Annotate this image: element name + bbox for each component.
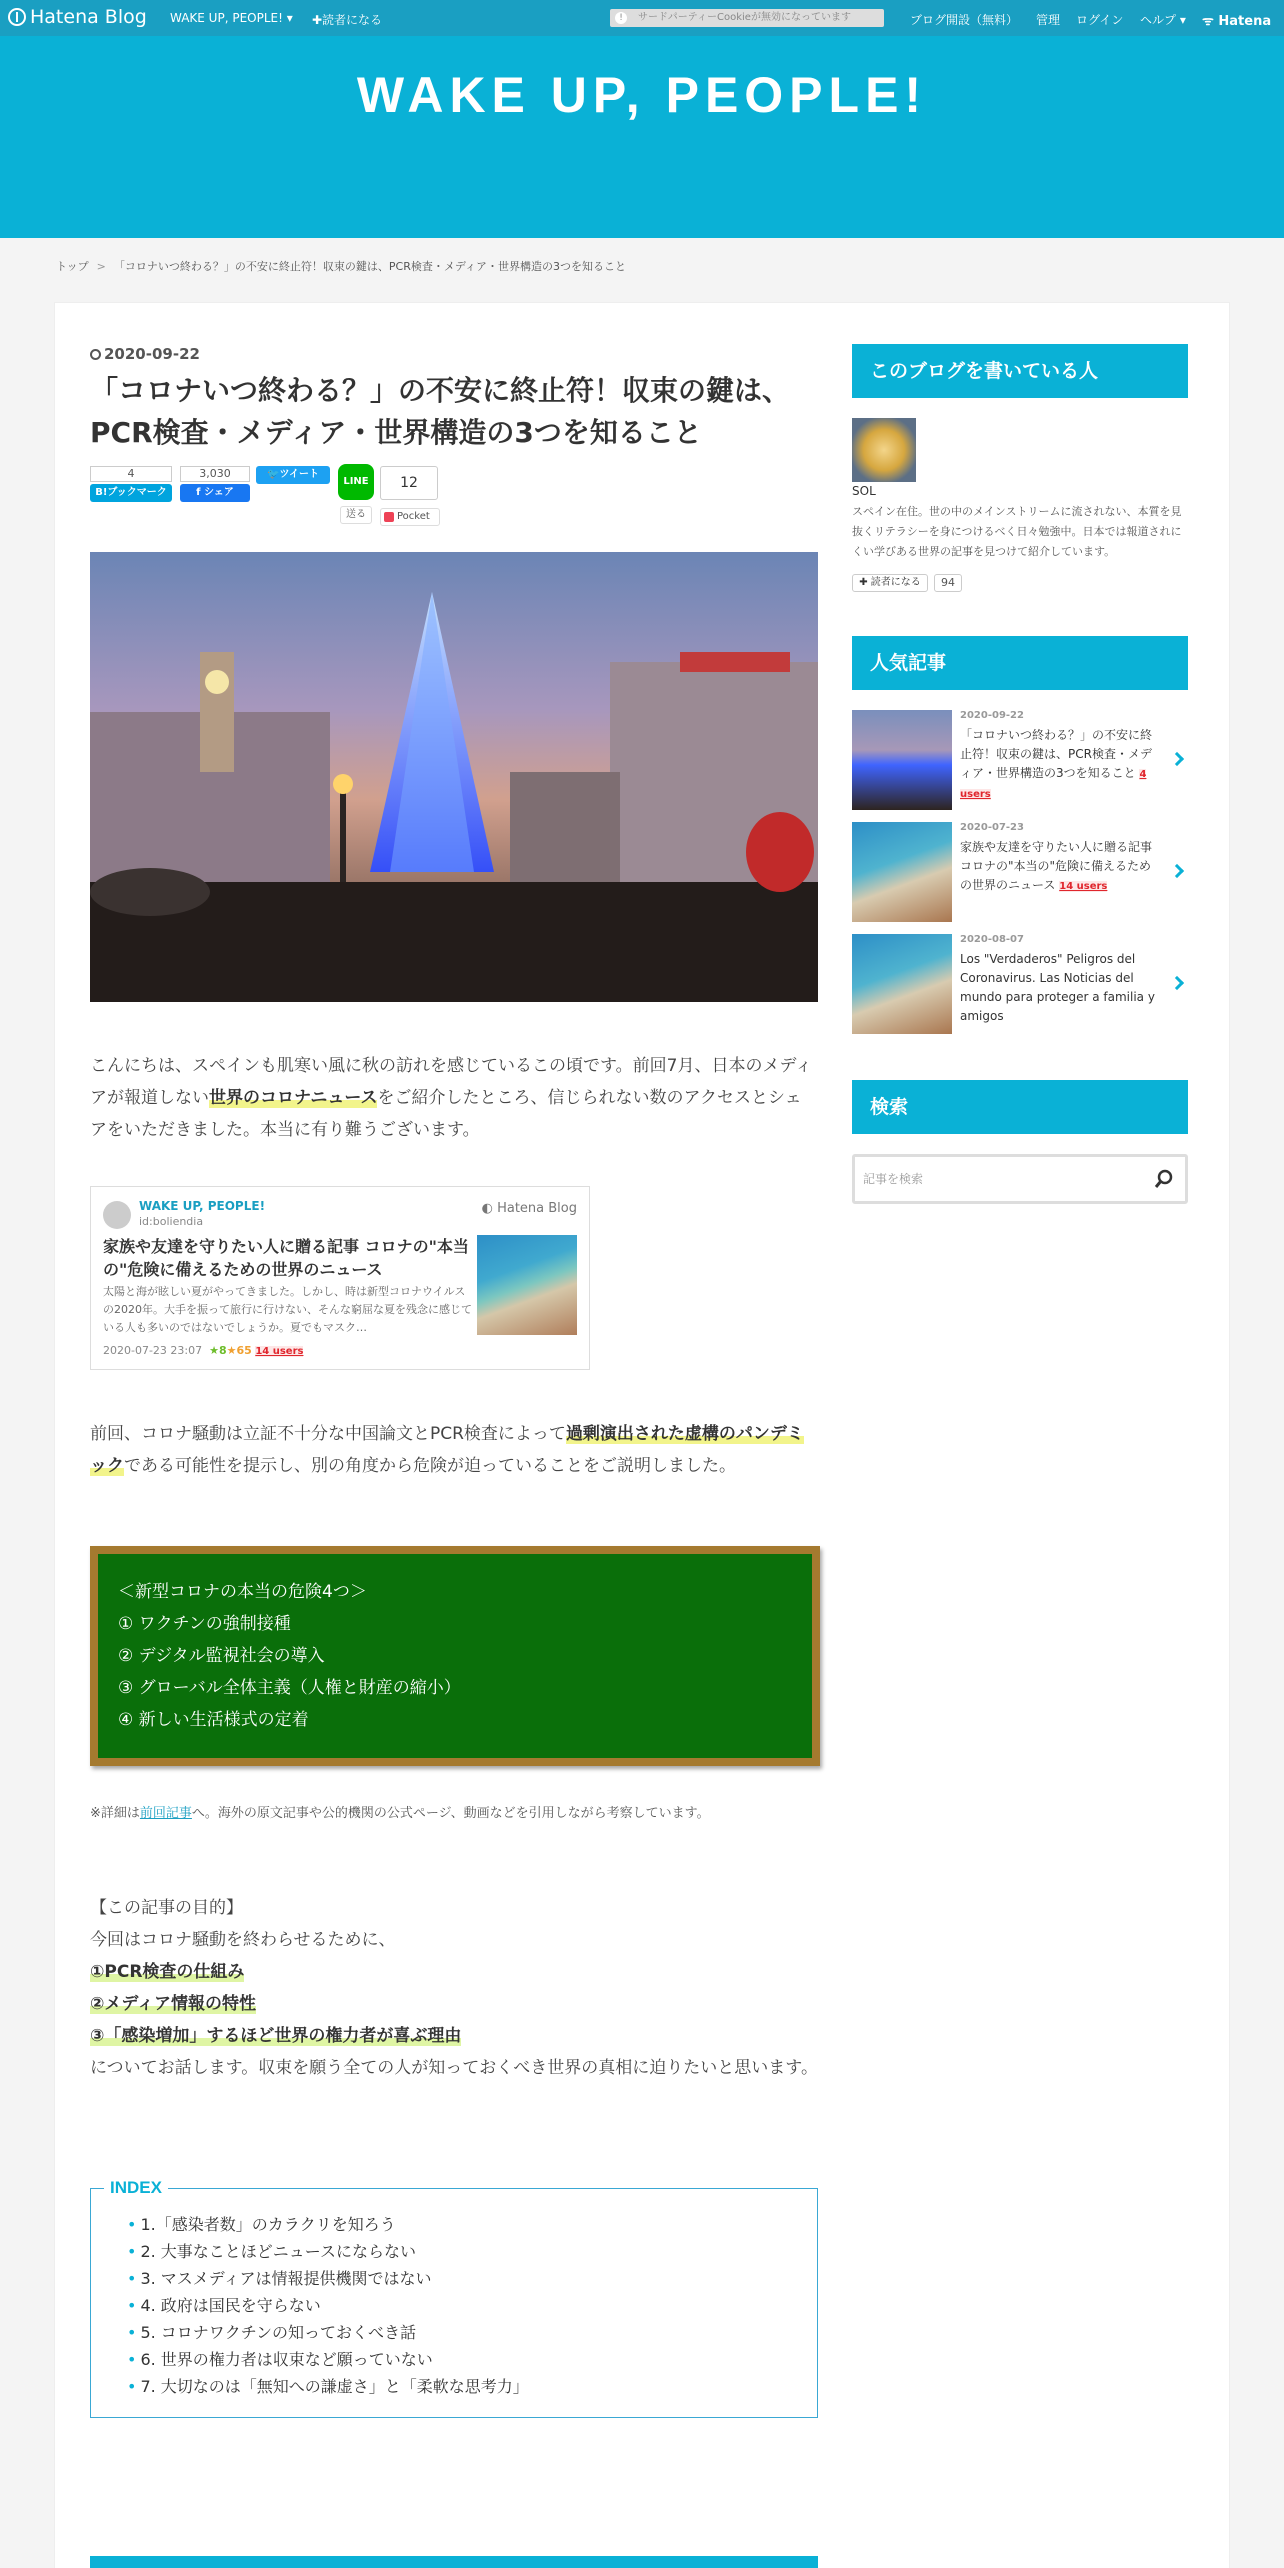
- post-title[interactable]: 「コロナいつ終わる？」の不安に終止符！収束の鍵は、PCR検査・メディア・世界構造の3つを知ること: [90, 374, 791, 449]
- purpose-heading: 【この記事の目的】: [90, 1898, 243, 1918]
- para2-highlight: 過剰演出された虚構のパンデミック: [90, 1424, 804, 1476]
- toc-item-label: 5. コロナワクチンの知っておくべき話: [140, 2323, 416, 2342]
- popular-entry-date: 2020-09-22: [960, 710, 1024, 721]
- avatar: [103, 1201, 131, 1229]
- chevron-right-icon: [1170, 752, 1184, 766]
- author-description: スペイン在住。世の中のメインストリームに流されない、本質を見抜くリテラシーを身につけるべく日々勉強中。日本では報道されにくい学びある世界の記事を見つけて紹介しています。: [852, 505, 1182, 558]
- green-star-count: ★8: [209, 1344, 227, 1357]
- toc-item[interactable]: [127, 2346, 529, 2373]
- search-icon: [1153, 1167, 1175, 1191]
- hatena-logo-icon: ◐: [481, 1201, 498, 1216]
- bullet-icon: •: [127, 2377, 137, 2396]
- bullet-icon: •: [127, 2350, 137, 2369]
- hatena-blog-logo[interactable]: [8, 6, 147, 28]
- popular-entry-thumbnail[interactable]: [852, 934, 952, 1034]
- hatena-home-label: Hatena: [1218, 14, 1272, 29]
- toc-item-label: 4. 政府は国民を守らない: [140, 2296, 321, 2315]
- blogcard-user-id: id:boliendia: [139, 1215, 204, 1228]
- eyecatch-image: [90, 552, 818, 1002]
- bookmark-users-badge[interactable]: 14 users: [255, 1346, 304, 1357]
- blogcard-date: 2020-07-23 23:07: [103, 1344, 203, 1357]
- toc-item-label: 3. マスメディアは情報提供機関ではない: [140, 2269, 432, 2288]
- blog-menu-dropdown[interactable]: WAKE UP, PEOPLE! ▾: [170, 11, 293, 25]
- author-name[interactable]: SOL: [852, 484, 876, 498]
- bullet-icon: •: [127, 2242, 137, 2261]
- cookie-notice-text: サードパーティーCookieが無効になっています: [638, 12, 851, 23]
- admin-link[interactable]: 管理: [1036, 13, 1061, 27]
- chevron-right-icon: [1170, 976, 1184, 990]
- toc-item[interactable]: [127, 2265, 529, 2292]
- tweet-button[interactable]: [256, 466, 330, 484]
- breadcrumb-current: 「コロナいつ終わる？」の不安に終止符！収束の鍵は、PCR検査・メディア・世界構造の3つを知ること: [113, 260, 626, 273]
- subscribe-button[interactable]: ✚ 読者になる: [852, 574, 928, 592]
- blogcard-excerpt: 太陽と海が眩しい夏がやってきました。しかし、時は新型コロナウイルスの2020年。大手を振って旅行に行けない、そんな窮屈な夏を残念に感じている人も多いのではないでしょうか。夏でもマスク…: [103, 1285, 472, 1334]
- chalkboard-box: [90, 1546, 820, 1766]
- toc-item[interactable]: [127, 2373, 529, 2400]
- blogcard-title[interactable]: 家族や友達を守りたい人に贈る記事 コロナの"本当の"危険に備えるための世界のニュース: [103, 1237, 469, 1279]
- chalkboard-item: ④ 新しい生活様式の定着: [118, 1710, 309, 1730]
- blogcard-blog-name[interactable]: WAKE UP, PEOPLE!: [139, 1199, 266, 1213]
- avatar[interactable]: [852, 418, 916, 482]
- pocket-button[interactable]: [380, 508, 440, 526]
- purpose-closing: についてお話します。収束を願う全ての人が知っておくべき世界の真相に迫りたいと思います。: [90, 2058, 818, 2078]
- intro-highlight: 世界のコロナニュース: [209, 1088, 378, 1108]
- intro-text-1: こんにちは、スペインも肌寒い風に秋の訪れを感じているこの頃です。前回7月、日本のメディアが報道しない: [90, 1056, 813, 1108]
- pocket-label: Pocket: [397, 511, 430, 522]
- pocket-icon: [384, 512, 394, 522]
- popular-entry-thumbnail[interactable]: [852, 710, 952, 810]
- embedded-blog-card[interactable]: [90, 1186, 590, 1370]
- para2-text-1: 前回、コロナ騒動は立証不十分な中国論文とPCR検査によって: [90, 1424, 566, 1444]
- hatena-blog-badge-text: Hatena Blog: [497, 1201, 577, 1216]
- popular-entry-date: 2020-07-23: [960, 822, 1024, 833]
- hatena-home-link[interactable]: [1202, 11, 1271, 29]
- purpose-point: ③「感染増加」するほど世界の権力者が喜ぶ理由: [90, 2026, 462, 2046]
- purpose-point: ①PCR検査の仕組み: [90, 1962, 245, 1982]
- clock-icon: [90, 349, 101, 360]
- search-button[interactable]: [1153, 1167, 1175, 1191]
- create-blog-link[interactable]: ブログ開設（無料）: [910, 13, 1019, 27]
- line-send-button[interactable]: 送る: [340, 506, 372, 524]
- popular-entry[interactable]: [852, 934, 1188, 1036]
- post-date-text: 2020-09-22: [104, 345, 200, 363]
- note-prefix: ※詳細は: [90, 1806, 140, 1821]
- next-section-header: [90, 2556, 818, 2568]
- tweet-label: ツイート: [279, 469, 319, 480]
- popular-entry-title[interactable]: [960, 726, 1160, 804]
- post-date[interactable]: [90, 345, 200, 363]
- detail-note: [90, 1802, 710, 1821]
- bookmark-users-badge[interactable]: 4 users: [960, 769, 1147, 800]
- popular-entry[interactable]: [852, 710, 1188, 812]
- subscribe-link[interactable]: ✚読者になる: [312, 13, 383, 27]
- hatena-logo-icon: [8, 8, 26, 26]
- orange-star-count: ★65: [226, 1344, 252, 1357]
- chalkboard-item: ① ワクチンの強制接種: [118, 1614, 291, 1634]
- hatena-blog-badge: [482, 1201, 577, 1216]
- purpose-point: ②メディア情報の特性: [90, 1994, 257, 2014]
- subscriber-count: 94: [934, 574, 962, 592]
- hatena-mark-icon: ᯤ: [1202, 14, 1219, 29]
- toc-item-label: 7. 大切なのは「無知への謙虚さ」と「柔軟な思考力」: [140, 2377, 529, 2396]
- toc-title: INDEX: [104, 2178, 168, 2198]
- warning-icon: !: [615, 12, 627, 24]
- toc-item[interactable]: [127, 2292, 529, 2319]
- hatena-blog-logo-text: Hatena Blog: [30, 6, 147, 28]
- toc-item-label: 1.「感染者数」のカラクリを知ろう: [140, 2215, 396, 2234]
- share-count-box: 12: [380, 466, 438, 500]
- breadcrumb-separator: >: [96, 260, 106, 273]
- chalkboard-item: ② デジタル監視社会の導入: [118, 1646, 325, 1666]
- chevron-right-icon: [1170, 864, 1184, 878]
- hatena-bookmark-count[interactable]: 4: [90, 466, 172, 482]
- purpose-lead: 今回はコロナ騒動を終わらせるために、: [90, 1930, 396, 1950]
- popular-entry-title-text: 「コロナいつ終わる？」の不安に終止符！収束の鍵は、PCR検査・メディア・世界構造の3つを知ること: [960, 728, 1153, 780]
- popular-entry-title-text: 家族や友達を守りたい人に贈る記事 コロナの"本当の"危険に備えるための世界のニュース: [960, 840, 1153, 892]
- bullet-icon: •: [127, 2296, 137, 2315]
- twitter-bird-icon: 🐦: [267, 469, 280, 480]
- toc-item-label: 2. 大事なことほどニュースにならない: [140, 2242, 416, 2261]
- chalkboard-heading: ＜新型コロナの本当の危険4つ＞: [118, 1582, 367, 1602]
- hatena-global-header: [0, 0, 1284, 36]
- facebook-share-count[interactable]: 3,030: [180, 466, 250, 482]
- login-link[interactable]: ログイン: [1076, 13, 1124, 27]
- blogcard-meta: [103, 1344, 303, 1357]
- toc-item[interactable]: [127, 2238, 529, 2265]
- popular-module-heading: 人気記事: [852, 636, 1188, 690]
- popular-entry-title[interactable]: Los "Verdaderos" Peligros del Coronavirus. Las Noticias del mundo para proteger a familia y amigos: [960, 952, 1155, 1023]
- search-box: [852, 1154, 1188, 1204]
- note-suffix: へ。海外の原文記事や公的機関の公式ページ、動画などを引用しながら考察しています。: [191, 1806, 710, 1821]
- bullet-icon: •: [127, 2269, 137, 2288]
- para2-text-2: である可能性を提示し、別の角度から危険が迫っていることをご説明しました。: [124, 1456, 736, 1476]
- bookmark-users-badge[interactable]: 14 users: [1059, 881, 1108, 892]
- blog-title[interactable]: WAKE UP, PEOPLE!: [356, 67, 928, 123]
- toc-item[interactable]: [127, 2211, 529, 2238]
- search-module-heading: 検索: [852, 1080, 1188, 1134]
- cookie-notice[interactable]: [610, 9, 884, 27]
- intro-paragraph: [90, 1050, 818, 1146]
- toc-item[interactable]: [127, 2319, 529, 2346]
- hatena-bookmark-button[interactable]: B!ブックマーク: [90, 484, 172, 502]
- bullet-icon: •: [127, 2323, 137, 2342]
- christmas-tree-photo: [90, 552, 818, 1002]
- table-of-contents: [90, 2188, 818, 2418]
- previous-article-link[interactable]: 前回記事: [139, 1806, 192, 1821]
- line-share-button[interactable]: LINE: [338, 464, 374, 500]
- blogcard-thumbnail[interactable]: [477, 1235, 577, 1335]
- second-paragraph: [90, 1418, 818, 1482]
- toc-item-label: 6. 世界の権力者は収束など願っていない: [140, 2350, 433, 2369]
- bullet-icon: •: [127, 2215, 137, 2234]
- search-input[interactable]: [863, 1169, 1133, 1189]
- popular-entry-date: 2020-08-07: [960, 934, 1024, 945]
- author-module-heading: このブログを書いている人: [852, 344, 1188, 398]
- breadcrumb-home[interactable]: トップ: [56, 260, 89, 273]
- article-purpose: [90, 1892, 820, 2084]
- intro-text-2: をご紹介したところ、信じられない数のアクセスとシェアをいただきました。本当に有り難うございます。: [90, 1088, 802, 1140]
- breadcrumb: [56, 258, 626, 274]
- facebook-share-button[interactable]: f シェア: [180, 484, 250, 502]
- popular-entry-title[interactable]: [960, 838, 1160, 896]
- popular-entry-thumbnail[interactable]: [852, 822, 952, 922]
- help-dropdown[interactable]: ヘルプ ▾: [1140, 13, 1186, 27]
- chalkboard-item: ③ グローバル全体主義（人権と財産の縮小）: [118, 1678, 461, 1698]
- popular-entry[interactable]: [852, 822, 1188, 924]
